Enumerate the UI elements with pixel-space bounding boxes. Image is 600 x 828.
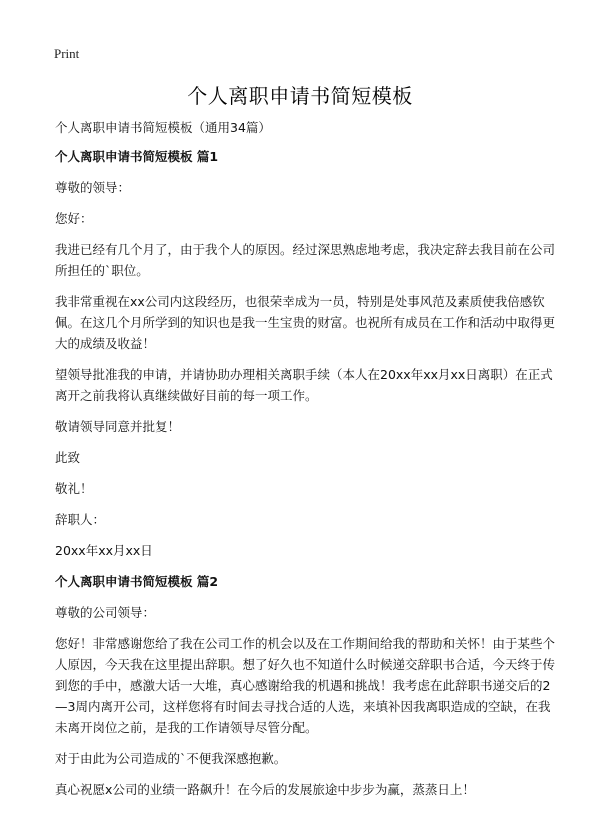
- paragraph: 望领导批准我的申请，并请协助办理相关离职手续（本人在20xx年xx月xx日离职）在正式离开之前我将认真继续做好目前的每一项工作。: [55, 367, 553, 403]
- paragraph: 我非常重视在xx公司内这段经历，也很荣幸成为一员，特别是处事风范及素质使我倍感钦佩。在这几个月所学到的知识也是我一生宝贵的财富。也祝所有成员在工作和活动中取得更大的成绩及收益！: [55, 294, 556, 351]
- paragraph: 真心祝愿x公司的业绩一路飙升！在今后的发展旅途中步步为赢，蒸蒸日上！: [55, 782, 475, 797]
- section-heading: 个人离职申请书简短模板 篇1: [55, 149, 219, 164]
- paragraph: 我进已经有几个月了，由于我个人的原因。经过深思熟虑地考虑，我决定辞去我目前在公司所担任的`职位。: [55, 242, 556, 278]
- date-line: 20xx年xx月xx日: [55, 543, 153, 558]
- closing-line: 此致: [55, 450, 81, 465]
- salutation: 尊敬的领导：: [55, 180, 131, 195]
- document-subtitle: 个人离职申请书简短模板（通用34篇）: [55, 120, 271, 135]
- section-heading: 个人离职申请书简短模板 篇2: [55, 574, 219, 589]
- signer-line: 辞职人：: [55, 512, 106, 527]
- paragraph: 敬请领导同意并批复！: [55, 419, 181, 434]
- document-body: [55, 117, 555, 810]
- print-link[interactable]: Print: [54, 46, 80, 61]
- paragraph: 对于由此为公司造成的`不便我深感抱歉。: [55, 751, 287, 766]
- page-title: 个人离职申请书简短模板: [187, 84, 413, 108]
- greeting: 您好：: [55, 211, 93, 226]
- salutation: 尊敬的公司领导：: [55, 605, 156, 620]
- closing-line: 敬礼！: [55, 481, 93, 496]
- paragraph: 您好！非常感谢您给了我在公司工作的机会以及在工作期间给我的帮助和关怀！由于某些个人原因，今天我在这里提出辞职。想了好久也不知道什么时候递交辞职书合适，今天终于传到您的手中，感激大话一大堆，真心感谢给我的机遇和挑战！我考虑在此辞职书递交后的2—3周内离开公司，这样您将有时间去寻找合适的人选，来填补因我离职造成的空缺，在我未离开岗位之前，是我的工作请领导尽管分配。: [55, 636, 556, 735]
